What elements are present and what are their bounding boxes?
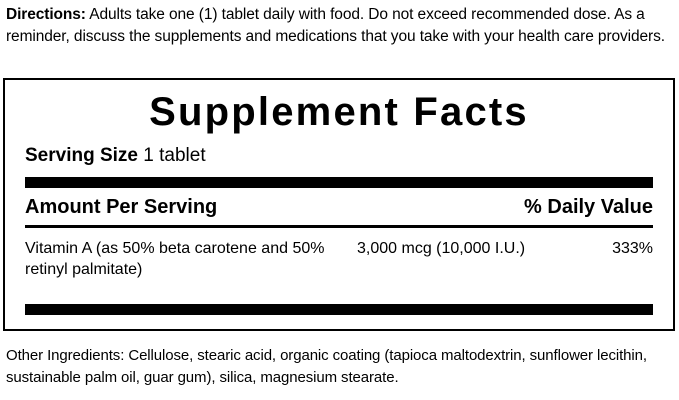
directions-label: Directions: xyxy=(6,6,86,23)
directions-block xyxy=(6,4,674,48)
nutrient-amount: 3,000 mcg (10,000 I.U.) xyxy=(357,239,526,257)
supplement-facts-panel xyxy=(3,78,675,331)
supplement-facts-inner xyxy=(25,80,653,329)
divider-thick-bottom xyxy=(25,304,653,315)
directions-text: Adults take one (1) tablet daily with food. Do not exceed recommended dose. As a reminder, discuss the supplements and medications that you take with your health care providers. xyxy=(6,6,665,45)
supplement-facts-title: Supplement Facts xyxy=(149,90,529,134)
amount-per-serving-header: Amount Per Serving xyxy=(25,195,218,218)
serving-size-value: 1 tablet xyxy=(143,145,206,166)
column-headers-row xyxy=(25,196,653,218)
serving-size-row xyxy=(25,146,653,167)
divider-thin xyxy=(25,225,653,228)
serving-size-label: Serving Size xyxy=(25,145,138,166)
other-ingredients-text: Other Ingredients: Cellulose, stearic acid, organic coating (tapioca maltodextrin, sunflower lecithin, sustainable palm oil, guar gum), silica, magnesium stearate. xyxy=(6,347,647,386)
nutrient-name: Vitamin A (as 50% beta carotene and 50% retinyl palmitate) xyxy=(25,239,325,279)
divider-thick-top xyxy=(25,177,653,188)
table-row xyxy=(25,238,653,281)
nutrient-daily-value: 333% xyxy=(612,239,653,257)
daily-value-header: % Daily Value xyxy=(524,195,653,218)
